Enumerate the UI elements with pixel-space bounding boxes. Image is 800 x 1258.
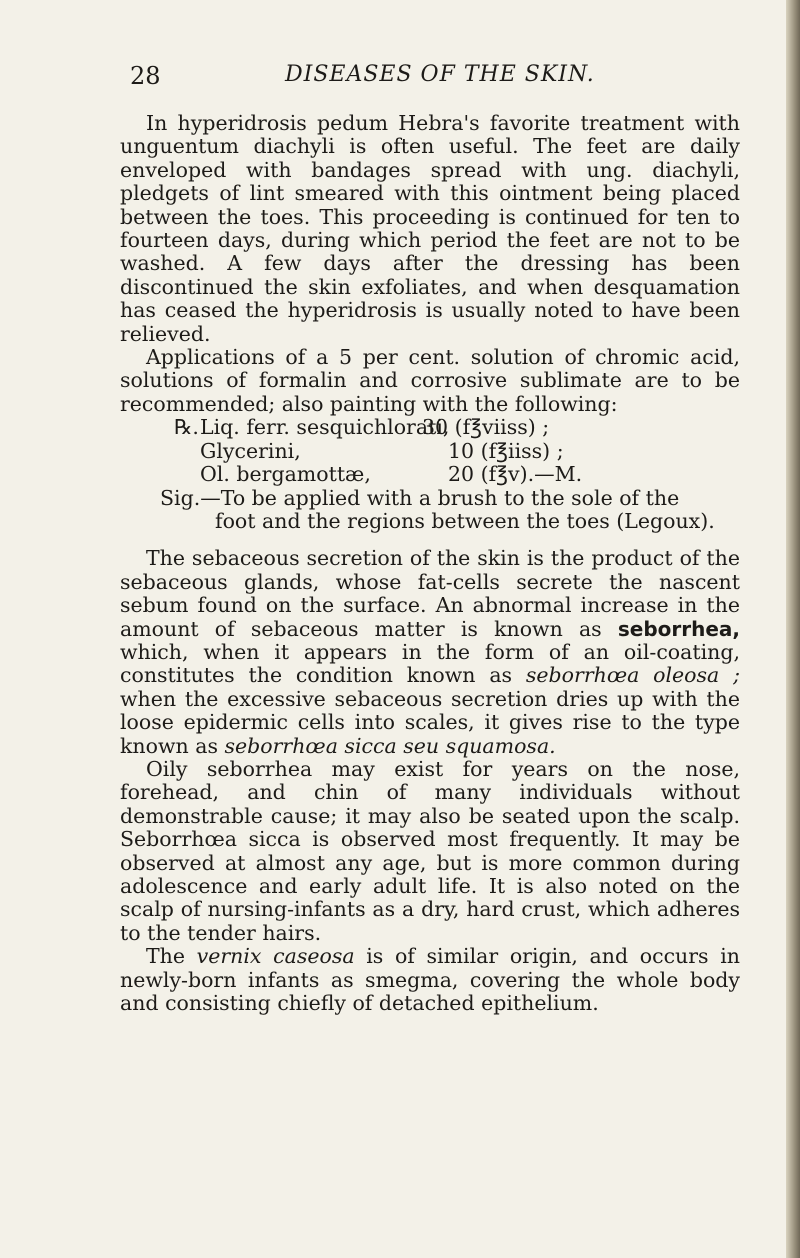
- text-run: when the excessive sebaceous secretion dries up with the loose epidermic cells into scales, it gives rise to the type known as: [120, 686, 740, 758]
- paragraph-vernix-caseosa: [120, 945, 740, 1015]
- prescription-drug: Glycerini,: [200, 438, 301, 463]
- term-seborrhoea-sicca: seborrhœa sicca seu squamosa.: [224, 733, 556, 758]
- prescription: [174, 416, 740, 486]
- text-run: The sebaceous secretion of the skin is the product of the sebaceous glands, whose fat-cells secrete the nascent sebum found on the surface. An abnormal increase in the amount of sebaceous matter is known as: [120, 546, 740, 641]
- paragraph-sebaceous-secretion: [120, 547, 740, 758]
- paragraph-applications: Applications of a 5 per cent. solution of chromic acid, solutions of formalin and corrosive sublimate are to be recommended; also painting with the following:: [120, 345, 740, 416]
- paragraph-gap: [120, 533, 740, 547]
- recipe-symbol: ℞.: [174, 415, 199, 440]
- text-run: is of similar origin, and occurs in newly-born infants as smegma, covering the whole body and consisting chiefly of detached epithelium.: [120, 944, 740, 1016]
- prescription-drug: Liq. ferr. sesquichlorati,: [200, 415, 450, 440]
- prescription-line: [174, 416, 740, 439]
- term-seborrhoea-oleosa: seborrhœa oleosa ;: [525, 663, 740, 688]
- prescription-amount: 20 (f℥v).—M.: [448, 462, 583, 487]
- paragraph-hyperidrosis: In hyperidrosis pedum Hebra's favorite treatment with unguentum diachyli is often useful. The feet are daily enveloped with bandages spread with ung. diachyli, pledgets of lint smeared with this ointment being placed between the toes. This proceeding is continued for ten to fourteen days, during which period the feet are not to be washed. A few days after the dressing has been discontinued the skin exfoliates, and when desquamation has ceased the hyperidrosis is usually noted to have been relieved.: [120, 111, 740, 346]
- body-text: [120, 112, 740, 1015]
- text-run: which, when it appears in the form of an oil-coating, constitutes the condition known as: [120, 639, 740, 688]
- page-header: [0, 62, 800, 102]
- term-seborrhea: seborrhea,: [617, 616, 740, 641]
- prescription-line: [174, 440, 740, 463]
- signa-line: foot and the regions between the toes (Legoux).: [215, 508, 715, 533]
- prescription-amount: 10 (f℥iiss) ;: [448, 438, 564, 463]
- page-edge: [786, 0, 800, 1258]
- signa-instructions: [120, 487, 740, 534]
- prescription-drug: Ol. bergamottæ,: [200, 462, 371, 487]
- page-number: 28: [130, 62, 161, 90]
- prescription-amount: 30 (f℥viiss) ;: [422, 415, 550, 440]
- term-vernix-caseosa: vernix caseosa: [196, 944, 355, 969]
- prescription-line: [174, 463, 740, 486]
- text-run: The: [146, 944, 197, 969]
- running-title: DISEASES OF THE SKIN.: [285, 62, 595, 87]
- paragraph-oily-seborrhea: Oily seborrhea may exist for years on the nose, forehead, and chin of many individuals without demonstrable cause; it may also be seated upon the scalp. Seborrhœa sicca is observed most frequently. It may be observed at almost any age, but is more common during adolescence and early adult life. It is also noted on the scalp of nursing-infants as a dry, hard crust, which adheres to the tender hairs.: [120, 756, 740, 945]
- signa-line: Sig.—To be applied with a brush to the sole of the: [160, 485, 680, 510]
